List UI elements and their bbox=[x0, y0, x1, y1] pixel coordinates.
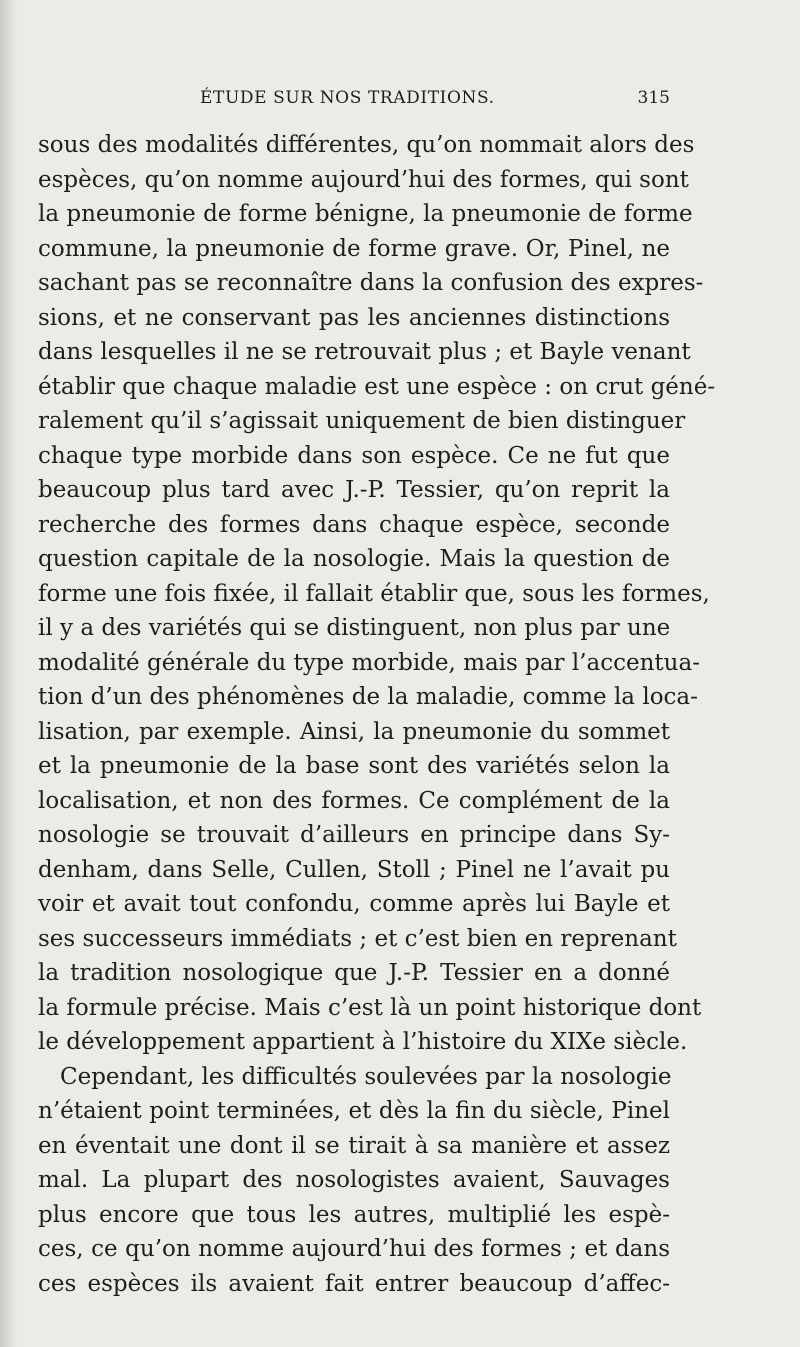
text-line: ces espèces ils avaient fait entrer beaucoup d’affec- bbox=[38, 1270, 670, 1297]
text-line: sachant pas se reconnaître dans la confusion des expres- bbox=[38, 270, 704, 296]
text-line: commune, la pneumonie de forme grave. Or, Pinel, ne bbox=[38, 235, 670, 262]
text-line: ses successeurs immédiats ; et c’est bien en reprenant bbox=[38, 925, 677, 952]
paragraph-last-line: le développement appartient à l’histoire du XIXe siècle. bbox=[38, 1029, 688, 1055]
text-line: recherche des formes dans chaque espèce, seconde bbox=[38, 511, 670, 538]
body-text bbox=[38, 128, 716, 1301]
text-line: espèces, qu’on nomme aujourd’hui des formes, qui sont bbox=[38, 166, 689, 193]
text-line: denham, dans Selle, Cullen, Stoll ; Pinel ne l’avait pu bbox=[38, 856, 670, 883]
text-line: la tradition nosologique que J.-P. Tessier en a donné bbox=[38, 960, 670, 986]
text-line: ces, ce qu’on nomme aujourd’hui des formes ; et dans bbox=[38, 1236, 670, 1262]
text-line: il y a des variétés qui se distinguent, non plus par une bbox=[38, 615, 671, 641]
text-line: nosologie se trouvait d’ailleurs en principe dans Sy- bbox=[38, 822, 670, 848]
text-line: la formule précise. Mais c’est là un point historique dont bbox=[38, 994, 702, 1021]
text-line: la pneumonie de forme bénigne, la pneumonie de forme bbox=[38, 201, 693, 227]
text-line: établir que chaque maladie est une espèce : on crut géné- bbox=[38, 373, 716, 400]
text-line: ralement qu’il s’agissait uniquement de bien distinguer bbox=[38, 408, 686, 434]
text-line: en éventait une dont il se tirait à sa manière et assez bbox=[38, 1132, 670, 1159]
text-line: localisation, et non des formes. Ce complément de la bbox=[38, 787, 670, 814]
text-line: et la pneumonie de la base sont des variétés selon la bbox=[38, 753, 670, 779]
page-number: 315 bbox=[637, 88, 670, 108]
text-line: n’étaient point terminées, et dès la fin du siècle, Pinel bbox=[38, 1098, 670, 1124]
text-line: chaque type morbide dans son espèce. Ce ne fut que bbox=[38, 442, 670, 469]
text-line: voir et avait tout confondu, comme après lui Bayle et bbox=[38, 891, 670, 917]
text-line: forme une fois fixée, il fallait établir que, sous les formes, bbox=[38, 580, 710, 607]
page-header bbox=[200, 88, 670, 116]
text-line: modalité générale du type morbide, mais par l’accentua- bbox=[38, 649, 700, 676]
running-title: ÉTUDE SUR NOS TRADITIONS. bbox=[200, 88, 495, 108]
text-line: sions, et ne conservant pas les anciennes distinctions bbox=[38, 304, 670, 331]
text-line: plus encore que tous les autres, multiplié les espè- bbox=[38, 1201, 670, 1228]
text-line: dans lesquelles il ne se retrouvait plus ; et Bayle venant bbox=[38, 339, 691, 365]
text-line: mal. La plupart des nosologistes avaient, Sauvages bbox=[38, 1167, 670, 1193]
paragraph-first-line: Cependant, les difficultés soulevées par la nosologie bbox=[60, 1063, 672, 1090]
text-line: question capitale de la nosologie. Mais la question de bbox=[38, 546, 670, 572]
text-line: sous des modalités différentes, qu’on nommait alors des bbox=[38, 132, 695, 158]
text-line: tion d’un des phénomènes de la maladie, comme la loca- bbox=[38, 684, 698, 710]
text-line: beaucoup plus tard avec J.-P. Tessier, qu’on reprit la bbox=[38, 477, 670, 503]
page-gutter-shadow bbox=[0, 0, 18, 1347]
text-line: lisation, par exemple. Ainsi, la pneumonie du sommet bbox=[38, 718, 670, 745]
